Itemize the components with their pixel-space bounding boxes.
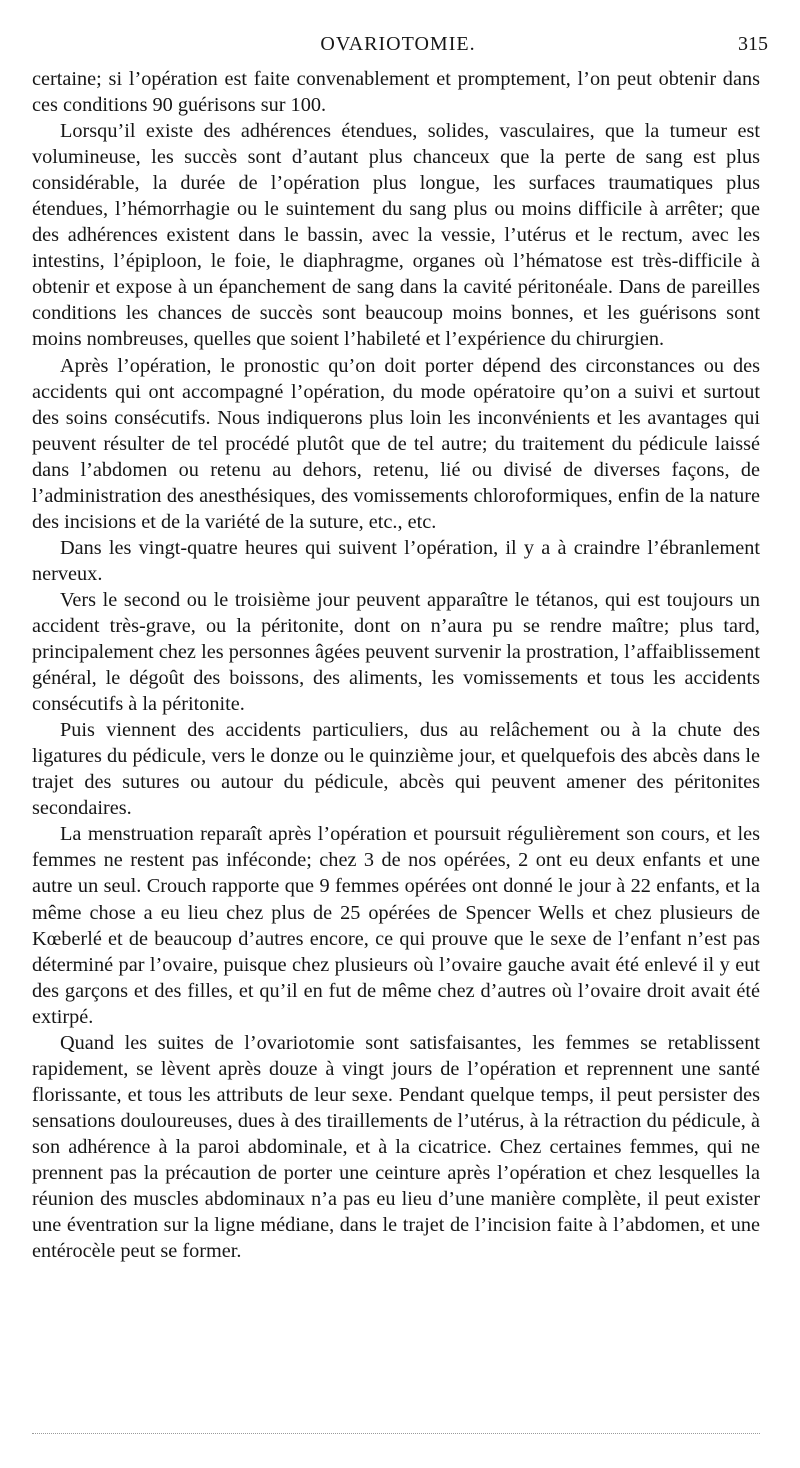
running-title: OVARIOTOMIE. [320, 33, 476, 55]
paragraph-continuation: certaine; si l’opération est faite convenablement et promptement, l’on peut obtenir dans ces conditions 90 guérisons sur 100. [32, 68, 760, 117]
page-number: 315 [738, 33, 768, 55]
paragraph-pronostic: Après l’opération, le pronostic qu’on doit porter dépend des circonstances ou des accidents qui ont accompagné l’opération, du mode opératoire qu’on a suivi et surtout des soins consécutifs. Nous indiquerons plus loin les inconvénients et les avantages qui peuvent résulter de tel procédé plutôt que de tel autre; du traitement du pédicule laissé dans l’abdomen ou retenu au dehors, retenu, lié ou divisé de diverses façons, de l’administration des anesthésiques, des vomissements chloroformiques, enfin de la nature des incisions et de la variété de la suture, etc., etc. [32, 354, 760, 533]
footer-dotted-rule [32, 1433, 760, 1434]
paragraph-menstruation: La menstruation reparaît après l’opération et poursuit régulièrement son cours, et les femmes ne restent pas inféconde; chez 3 de nos opérées, 2 ont eu deux enfants et une autre un seul. Crouch rapporte que 9 femmes opérées ont donné le jour à 22 enfants, et la même chose a eu lieu chez plus de 25 opérées de Spencer Wells et chez plusieurs de Kœberlé et de beaucoup d’autres encore, ce qui prouve que le sexe de l’enfant n’est pas déterminé par l’ovaire, puisque chez plusieurs où l’ovaire gauche avait été enlevé il y eut des garçons et des filles, et qu’il en fut de même chez d’autres où l’ovaire droit avait été extirpé. [32, 823, 760, 1028]
paragraph-ebranlement: Dans les vingt-quatre heures qui suivent l’opération, il y a à craindre l’ébranlement nerveux. [32, 536, 760, 585]
paragraph-adherences: Lorsqu’il existe des adhérences étendues, solides, vasculaires, que la tumeur est volumineuse, les succès sont d’autant plus chanceux que la perte de sang est plus considérable, la durée de l’opération plus longue, les surfaces traumatiques plus étendues, l’hémorrhagie ou le suintement du sang plus ou moins difficile à arrêter; que des adhérences existent dans le bassin, avec la vessie, l’utérus et le rectum, avec les intestins, l’épiploon, le foie, le diaphragme, organes où l’hématose est très-difficile à obtenir et expose à un épanchement de sang dans la cavité péritonéale. Dans de pareilles conditions les chances de succès sont beaucoup moins bonnes, et les guérisons sont moins nombreuses, quelles que soient l’habileté et l’expérience du chirurgien. [32, 120, 760, 351]
running-header [28, 30, 768, 58]
paragraph-tetanos: Vers le second ou le troisième jour peuvent apparaître le tétanos, qui est toujours un accident très-grave, ou la péritonite, dont on n’aura pu se rendre maître; plus tard, principalement chez les personnes âgées peuvent survenir la prostration, l’affaiblissement général, le dégoût des boissons, des aliments, les vomissements et tous les accidents consécutifs à la péritonite. [32, 588, 760, 716]
paragraph-suites: Quand les suites de l’ovariotomie sont satisfaisantes, les femmes se retablissent rapidement, se lèvent après douze à vingt jours de l’opération et reprennent une santé florissante, et tous les attributs de leur sexe. Pendant quelque temps, il peut persister des sensations douloureuses, dues à des tiraillements de l’utérus, à la rétraction du pédicule, à son adhérence à la paroi abdominale, et à la cicatrice. Chez certaines femmes, qui ne prennent pas la précaution de porter une ceinture après l’opération et chez lesquelles la réunion des muscles abdominaux n’a pas eu lieu d’une manière complète, il peut exister une éventration sur la ligne médiane, dans le trajet de l’incision faite à l’abdomen, et une entérocèle peut se former. [32, 1031, 760, 1263]
paragraph-accidents: Puis viennent des accidents particuliers, dus au relâchement ou à la chute des ligatures du pédicule, vers le donze ou le quinzième jour, et quelquefois des abcès dans le trajet des sutures ou autour du pédicule, abcès qui peuvent amener des péritonites secondaires. [32, 719, 760, 820]
body-text [32, 66, 760, 1264]
